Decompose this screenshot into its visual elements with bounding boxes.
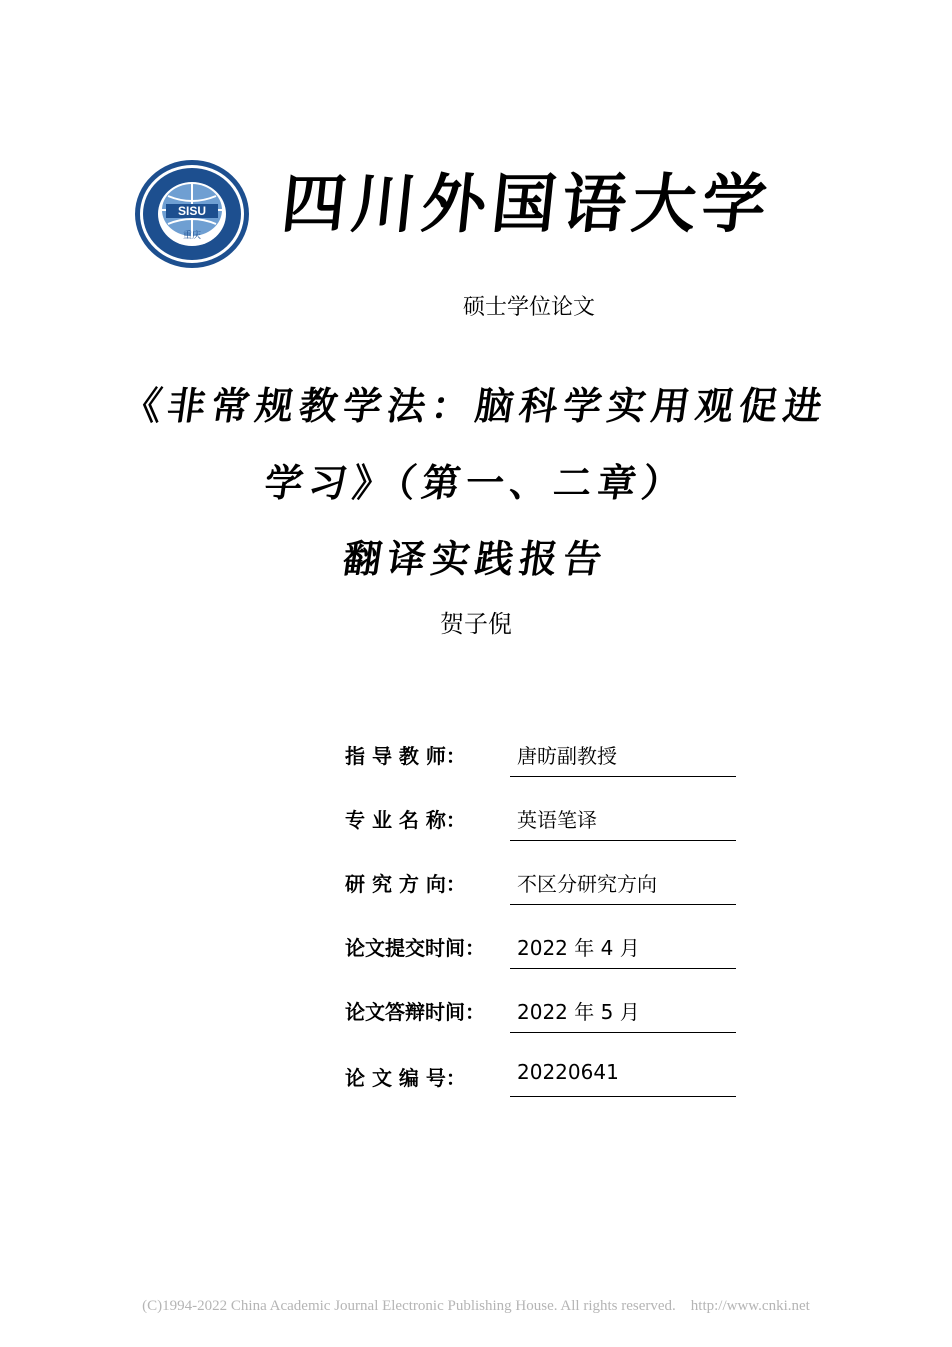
submission-date-label: 论文提交时间： — [345, 936, 485, 960]
submission-date-underline — [510, 968, 736, 969]
major-value: 英语笔译 — [517, 808, 597, 832]
thesis-title-line-1: 《非常规教学法：脑科学实用观促进 — [120, 383, 831, 428]
defense-date-underline — [510, 1032, 736, 1033]
university-name: 四川外国语大学 — [278, 167, 776, 242]
supervisor-label: 指 导 教 师： — [345, 744, 466, 768]
thesis-title-line-2: 学习》（第一、二章） — [261, 460, 690, 505]
research-direction-value: 不区分研究方向 — [517, 872, 657, 896]
seal-inner-text: SISU — [177, 204, 207, 218]
author-name: 贺子倪 — [440, 610, 512, 638]
copyright-footer: (C)1994-2022 China Academic Journal Electronic Publishing House. All rights reserved. http://www.cnki.net — [142, 1298, 810, 1314]
thesis-number-underline — [510, 1096, 736, 1097]
degree-type: 硕士学位论文 — [462, 295, 595, 320]
thesis-number-value: 20220641 — [517, 1060, 619, 1084]
seal-city-text: 重庆 — [182, 231, 202, 241]
research-direction-underline — [510, 904, 736, 905]
major-label: 专 业 名 称： — [345, 808, 466, 832]
defense-date-value: 2022 年 5 月 — [517, 1000, 640, 1024]
thesis-number-label: 论 文 编 号： — [345, 1066, 466, 1090]
defense-date-label: 论文答辩时间： — [345, 1000, 485, 1024]
thesis-title-line-3: 翻译实践报告 — [340, 536, 611, 581]
supervisor-value: 唐昉副教授 — [517, 744, 617, 768]
university-seal-logo — [133, 158, 251, 270]
supervisor-underline — [510, 776, 736, 777]
research-direction-label: 研 究 方 向： — [345, 872, 466, 896]
submission-date-value: 2022 年 4 月 — [517, 936, 640, 960]
major-underline — [510, 840, 736, 841]
